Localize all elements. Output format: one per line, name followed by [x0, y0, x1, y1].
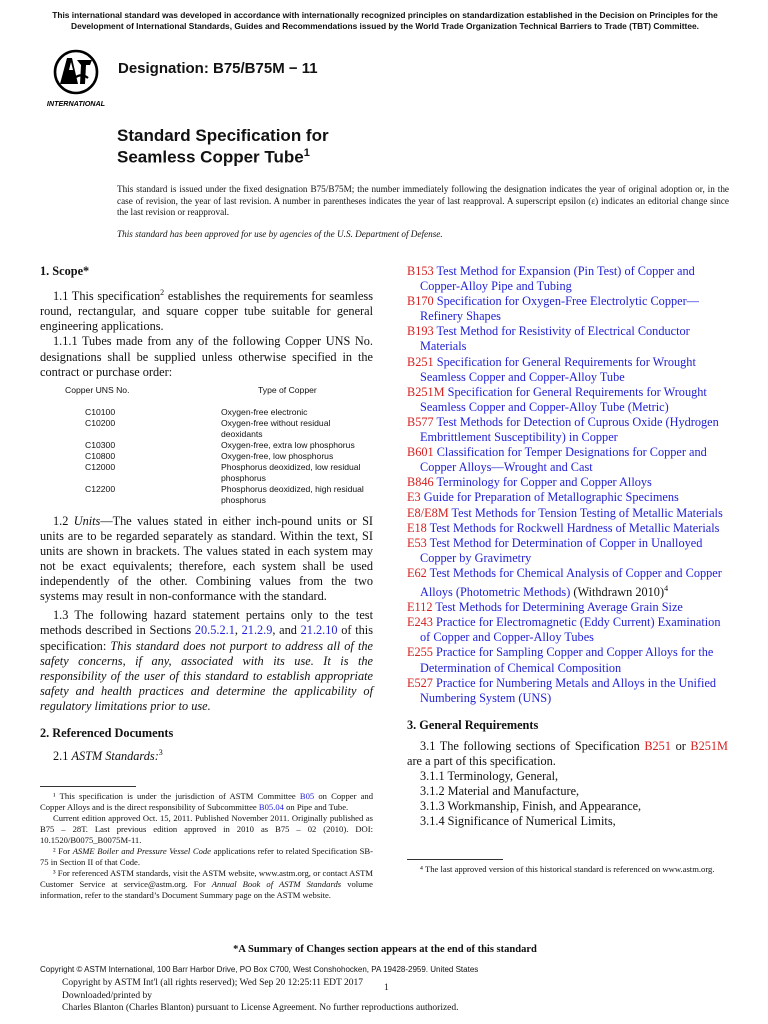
table-header-row — [40, 385, 373, 407]
committee-link-b05[interactable]: B05 — [299, 791, 315, 802]
paragraph-3-1: 3.1 The following sections of Specification B251 or B251M are a part of this specification. — [407, 738, 728, 768]
spec-link-b251m[interactable]: B251M — [690, 738, 728, 753]
footnote-1: ¹ This specification is under the jurisdiction of ASTM Committee B05 on Copper and Copper Alloys and is the direct responsibility of Subcommittee B05.04 on Pipe and Tube. — [40, 791, 373, 813]
reference-title-link[interactable]: Test Method for Determination of Copper in Unalloyed Copper by Gravimetry — [420, 535, 703, 565]
reference-item — [407, 645, 728, 675]
footnote-1-edition: Current edition approved Oct. 15, 2011. Published November 2011. Originally published as B75 – 28T. Last previous edition approved in 2010 as B75 – 02 (2010). DOI: 10.1520/B0075_B0075M-11. — [40, 813, 373, 846]
reference-code-link[interactable]: B153 — [407, 264, 434, 278]
issuance-note: This standard is issued under the fixed designation B75/B75M; the number immediately following the designation indicates the year of original adoption or, in the case of revision, the year of last revision. A number in parentheses indicates the year of last reapproval. A superscript epsilon (ε) indicates an editorial change since the last revision or reapproval. — [117, 184, 729, 217]
reference-title-link[interactable]: Test Methods for Chemical Analysis of Copper and Copper Alloys (Photometric Methods) — [420, 565, 722, 600]
reference-item — [407, 490, 728, 505]
paragraph-1-1: 1.1 This specification$^2$ establishes the requirements for seamless round, rectangular, and square copper tube suitable for general engineering applications. — [40, 288, 373, 334]
list-item: 3.1.1 Terminology, General, — [420, 769, 559, 784]
reference-item — [407, 475, 728, 490]
table-row: C10100 Oxygen-free electronic — [85, 406, 308, 417]
reference-title-link[interactable]: Classification for Temper Designations for Copper and Copper Alloys—Wrought and Cast — [420, 445, 707, 475]
reference-item — [407, 676, 728, 706]
copyright-line: Copyright © ASTM International, 100 Barr Harbor Drive, PO Box C700, West Conshohocken, PA 19428-2959. United States — [40, 965, 479, 974]
reference-code-link[interactable]: B251M — [407, 384, 445, 399]
reference-title-link[interactable]: Practice for Sampling Copper and Copper Alloys for the Determination of Chemical Composition — [420, 645, 714, 675]
logo-subtitle: INTERNATIONAL — [46, 99, 106, 108]
reference-code-link[interactable]: B251 — [407, 354, 434, 369]
section-link-20-5-2-1[interactable]: 20.5.2.1 — [194, 623, 235, 638]
table-row: C10800 Oxygen-free, low phosphorus — [85, 450, 334, 461]
footnote-4: ⁴ The last approved version of this historical standard is referenced on www.astm.org. — [420, 864, 715, 875]
paragraph-1-2: 1.2 Units—The values stated in either inch-pound units or SI units are to be regarded separately as standard. Within the text, SI units are shown in brackets. The values stated in each system may not be exact equivalents; therefore, each system shall be used independently of the other. Combining values from the two systems may result in non-conformance with the standard. — [40, 513, 373, 604]
license-notice: Charles Blanton (Charles Blanton) pursuant to License Agreement. No further reproductions authorized. — [62, 1003, 459, 1013]
reference-code-link[interactable]: E527 — [407, 675, 433, 690]
reference-item — [407, 324, 728, 354]
reference-title-link[interactable]: Test Methods for Detection of Cuprous Oxide (Hydrogen Embrittlement Susceptibility) in Copper — [420, 414, 719, 445]
paragraph-1-1-1: 1.1.1 Tubes made from any of the following Copper UNS No. designations shall be supplied unless otherwise specified in the contract or purchase order: — [40, 334, 373, 379]
reference-title-link[interactable]: Terminology for Copper and Copper Alloys — [433, 475, 652, 490]
reference-item — [407, 294, 728, 324]
reference-item — [407, 521, 728, 536]
list-item: 3.1.2 Material and Manufacture, — [420, 784, 580, 799]
dod-approval-note: This standard has been approved for use by agencies of the U.S. Department of Defense. — [117, 229, 443, 239]
reference-item — [407, 506, 728, 521]
reference-code-link[interactable]: E18 — [407, 520, 427, 535]
notice-line-2: Development of International Standards, Guides and Recommendations issued by the World Trade Organization Technical Barriers to Trade (TBT) Committee. — [71, 21, 699, 31]
reference-title-link[interactable]: Test Method for Expansion (Pin Test) of Copper and Copper-Alloy Pipe and Tubing — [420, 264, 695, 294]
footnotes-right — [407, 864, 728, 875]
notice-line-1: This international standard was developed in accordance with internationally recognized principles on standardization established in the Decision on Principles for the — [52, 10, 718, 20]
reference-code-link[interactable]: E112 — [407, 600, 433, 615]
copper-uns-table — [40, 385, 373, 506]
reference-title-link[interactable]: Specification for General Requirements for Wrought Seamless Copper and Copper-Alloy Tube (Metric) — [420, 384, 707, 414]
table-row: C10200 Oxygen-free without residual deoxidants — [85, 417, 331, 439]
download-copyright: Copyright by ASTM Int'l (all rights reserved); Wed Sep 20 12:25:11 EDT 2017 — [62, 978, 364, 988]
reference-code-link[interactable]: B577 — [407, 414, 434, 429]
reference-title-link[interactable]: Test Methods for Rockwell Hardness of Metallic Materials — [426, 520, 720, 535]
astm-logo — [40, 48, 112, 110]
list-item: 3.1.4 Significance of Numerical Limits, — [420, 814, 616, 829]
reference-code-link[interactable]: E8/E8M — [407, 505, 449, 520]
column-header: Copper UNS No. — [65, 384, 130, 395]
paragraph-2-1: 2.1 ASTM Standards:$^3$ — [53, 748, 163, 764]
reference-code-link[interactable]: E255 — [407, 645, 433, 660]
spec-link-b251[interactable]: B251 — [644, 738, 671, 753]
reference-title-link[interactable]: Specification for General Requirements for Wrought Seamless Copper and Copper-Alloy Tube — [420, 354, 696, 384]
reference-code-link[interactable]: E53 — [407, 535, 427, 550]
paragraph-1-3: 1.3 The following hazard statement pertains only to the test methods described in Sections 20.5.2.1, 21.2.9, and 21.2.10 of this specification: This standard does not purport to address all of the safety concerns, if any, associated with its use. It is the responsibility of the user of this standard to establish appropriate safety and health practices and determine the applicability of regulatory limitations prior to use. — [40, 608, 373, 713]
right-column — [407, 264, 728, 875]
footnote-divider — [40, 786, 136, 787]
footnotes-left — [40, 791, 373, 901]
reference-code-link[interactable]: E62 — [407, 565, 427, 580]
page-title-line-2 — [117, 147, 310, 168]
footnote-divider — [407, 859, 503, 860]
general-requirements-heading: 3. General Requirements — [407, 717, 539, 732]
reference-item — [407, 615, 728, 645]
table-row: C10300 Oxygen-free, extra low phosphorus — [85, 439, 355, 450]
scope-heading: 1. Scope* — [40, 264, 90, 278]
summary-of-changes-note: *A Summary of Changes section appears at the end of this standard — [233, 944, 537, 955]
table-row: C12200 Phosphorus deoxidized, high residual phosphorus — [85, 483, 364, 505]
list-item: 3.1.3 Workmanship, Finish, and Appearance, — [420, 799, 642, 814]
reference-title-link[interactable]: Practice for Electromagnetic (Eddy Current) Examination of Copper and Copper-Alloy Tubes — [420, 615, 721, 645]
reference-title-link[interactable]: Test Methods for Determining Average Grain Size — [432, 600, 683, 615]
reference-title-link[interactable]: Specification for Oxygen-Free Electrolytic Copper—Refinery Shapes — [420, 294, 699, 324]
reference-code-link[interactable]: B193 — [407, 324, 434, 339]
title-footnote-mark: 1 — [303, 147, 310, 159]
section-link-21-2-9[interactable]: 21.2.9 — [241, 623, 273, 638]
reference-item — [407, 264, 728, 294]
reference-code-link[interactable]: E3 — [407, 490, 421, 505]
footnote-3: ³ For referenced ASTM standards, visit the ASTM website, www.astm.org, or contact ASTM Customer Service at service@astm.org. For Annual Book of ASTM Standards volume information, refer to the standard’s Document Summary page on the ASTM website. — [40, 868, 373, 901]
left-column — [40, 264, 373, 901]
reference-item — [407, 566, 728, 600]
table-row: C12000 Phosphorus deoxidized, low residual phosphorus — [85, 461, 361, 483]
subcommittee-link-b05-04[interactable]: B05.04 — [258, 802, 284, 813]
page-number: 1 — [384, 983, 389, 993]
reference-item — [407, 536, 728, 566]
reference-title-link[interactable]: Guide for Preparation of Metallographic Specimens — [420, 490, 679, 505]
reference-item — [407, 415, 728, 445]
reference-item — [407, 445, 728, 475]
footnote-2: ² For ASME Boiler and Pressure Vessel Code applications refer to related Specification SB-75 in Section II of that Code. — [40, 846, 374, 868]
designation: Designation: B75/B75M − 11 — [118, 60, 318, 77]
reference-title-link[interactable]: Test Methods for Tension Testing of Metallic Materials — [448, 505, 723, 520]
footnote-mark: 4 — [664, 583, 669, 593]
referenced-standards-list — [407, 264, 728, 706]
reference-title-link[interactable]: Practice for Numbering Metals and Alloys in the Unified Numbering System (UNS) — [420, 675, 717, 705]
reference-item — [407, 385, 728, 415]
referenced-documents-heading: 2. Referenced Documents — [40, 725, 174, 740]
reference-code-link[interactable]: B170 — [407, 294, 434, 309]
standardization-notice — [40, 10, 730, 32]
reference-code-link[interactable]: E243 — [407, 615, 433, 630]
reference-title-link[interactable]: Test Method for Resistivity of Electrical Conductor Materials — [420, 324, 690, 354]
section-link-21-2-10[interactable]: 21.2.10 — [300, 623, 338, 638]
downloaded-by: Downloaded/printed by — [62, 991, 152, 1001]
title-text: Seamless Copper Tube — [117, 147, 304, 167]
page-title-line-1: Standard Specification for — [117, 126, 329, 145]
withdrawn-note: (Withdrawn 2010) — [570, 585, 665, 600]
reference-code-link[interactable]: B601 — [407, 445, 434, 460]
reference-item — [407, 355, 728, 385]
reference-item — [407, 600, 728, 615]
reference-code-link[interactable]: B846 — [407, 475, 434, 490]
column-header: Type of Copper — [258, 384, 317, 395]
